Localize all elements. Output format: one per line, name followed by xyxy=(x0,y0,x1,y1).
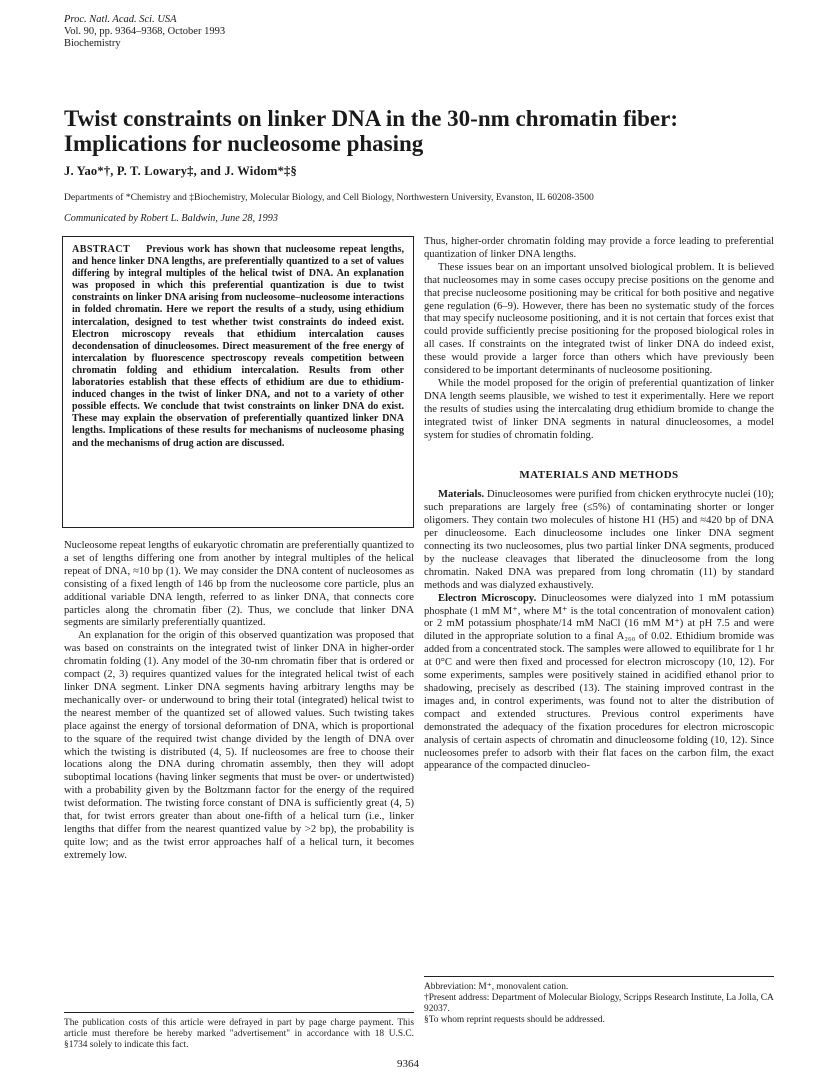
footnotes-right xyxy=(424,976,774,1026)
body-paragraph: Thus, higher-order chromatin folding may provide a force leading to preferential quantization of linker DNA lengths. xyxy=(424,236,774,260)
abstract-label: ABSTRACT xyxy=(72,244,131,255)
communicated-by: Communicated by Robert L. Baldwin, June 28, 1993 xyxy=(64,213,278,224)
journal-volume: Vol. 90, pp. 9364–9368, October 1993 xyxy=(64,26,226,37)
em-label: Electron Microscopy. xyxy=(438,592,537,604)
journal-header xyxy=(64,14,225,50)
body-paragraph: While the model proposed for the origin of preferential quantization of linker DNA length seems plausible, we wished to test it experimentally. Here we report the results of studies using the intercalating drug ethidium bromide to change the integrated twist of linker DNA segments in natural dinucleosomes, a model system for studies of chromatin folding. xyxy=(424,377,774,441)
materials-label: Materials. xyxy=(438,489,485,501)
body-paragraph: An explanation for the origin of this observed quantization was proposed that was based on constraints on the integrated twist of linker DNA in higher-order chromatin folding (1). Any model of the 30-nm chromatin fiber that is ordered or compact (2, 3) requires quantized values for the integrated helical twist of each linker DNA segment. Linker DNA segments having arbitrary lengths may be mechanically over- or underwound to bring their total (integrated) helical twist to the nearest member of the quantized set of allowed values. Such twisting takes place against the energy of torsional deformation of DNA, which is proportional to the square of the required twist change divided by the length of DNA over which the twisting is distributed (4, 5). If nucleosomes are free to choose their locations along the DNA during chromatin assembly, then they will adopt suboptimal locations (having linker segments that must be over- or undertwisted) with a probability given by the Boltzmann factor for the energy of the required twist deformation. The twisting force constant of DNA is sufficiently great (4, 5) that, for twist errors greater than about one-fifth of a helical turn (i.e., linker lengths that differ from the nearest quantized value by >2 bp), the probability is quite low; and as the twist error approaches half of a helical turn, it becomes extremely low. xyxy=(64,630,414,861)
footnote-abbreviation: Abbreviation: M⁺, monovalent cation. xyxy=(424,982,569,992)
footnote-reprints: §To whom reprint requests should be addressed. xyxy=(424,1015,605,1025)
article-affiliation: Departments of *Chemistry and ‡Biochemistry, Molecular Biology, and Cell Biology, Northwestern University, Evanston, IL 60208-3500 xyxy=(64,192,594,203)
article-authors: J. Yao*†, P. T. Lowary‡, and J. Widom*‡§ xyxy=(64,164,297,178)
page-number: 9364 xyxy=(397,1058,419,1070)
footnote-present-address: †Present address: Department of Molecular Biology, Scripps Research Institute, La Jolla, CA 92037. xyxy=(424,993,774,1014)
materials-text: Dinucleosomes were purified from chicken erythrocyte nuclei (10); such preparations are largely free (≤5%) of contaminating shorter or longer oligomers. They contain two molecules of histone H1 (H5) and ≈420 bp of DNA per dinucleosome. Each dinucleosome includes one linker DNA segment connecting its two nucleosomes, plus two partial linker DNA segments, produced by the nuclease cleavages that liberated the dinucleosome from the long chromatin. Naked DNA was prepared from long chromatin (11) by standard methods and was dialyzed exhaustively. xyxy=(424,489,774,591)
materials-paragraph xyxy=(424,489,774,592)
journal-name: Proc. Natl. Acad. Sci. USA xyxy=(64,14,177,25)
article-title: Twist constraints on linker DNA in the 30-nm chromatin fiber: Implications for nucleosome phasing xyxy=(64,106,678,156)
footnote-publication-costs: The publication costs of this article were defrayed in part by page charge payment. This article must therefore be hereby marked "advertisement" in accordance with 18 U.S.C. §1734 solely to indicate this fact. xyxy=(64,1012,414,1051)
em-paragraph xyxy=(424,593,774,774)
left-column xyxy=(64,540,414,863)
journal-section: Biochemistry xyxy=(64,38,121,49)
em-text: Dinucleosomes were dialyzed into 1 mM potassium phosphate (1 mM M⁺, where M⁺ is the total concentration of monovalent cation) or 2 mM potassium phosphate/14 mM NaCl (16 mM M⁺) at pH 7.5 and were diluted in the appropriate solution to a final A₂₆₀ of 0.02. Ethidium bromide was added from a concentrated stock. The samples were allowed to equilibrate for 1 hr at 0°C and were then fixed and processed for electron microscopy (10, 12). For some experiments, samples were positively stained in acidified ethanol prior to shadowing, precisely as described (13). The staining improved contrast in the images and, in control experiments, was found not to alter the distribution of compact and extended structures. Previous control experiments have demonstrated the adequacy of the fixation procedures for electron microscopic analysis of certain aspects of chromatin and dinucleosome folding (10, 12). Since nucleosomes prefer to adsorb with their flat faces on the carbon film, the exact appearance of the compacted dinucleo- xyxy=(424,592,774,772)
right-column xyxy=(424,236,774,773)
body-paragraph: Nucleosome repeat lengths of eukaryotic chromatin are preferentially quantized to a set of lengths differing one from another by integral multiples of the helical repeat of DNA, ≈10 bp (1). We may consider the DNA content of nucleosomes as consisting of a fixed length of 146 bp from the nucleosome core particle, plus an additional variable DNA length, referred to as linker DNA, that connects core particles along the chromatin fiber (2). Thus, we conclude that linker DNA segments are similarly preferentially quantized. xyxy=(64,540,414,629)
abstract-text: Previous work has shown that nucleosome repeat lengths, and hence linker DNA lengths, are preferentially quantized to a set of values differing by integral multiples of the helical twist of DNA. An explanation was proposed in which this preferential quantization is due to twist constraints on linker DNA arising from nucleosome–nucleosome interactions in folded chromatin. Here we report the results of a study, using ethidium intercalation, designed to test whether twist constraints do indeed exist. Electron microscopy reveals that ethidium intercalation causes decondensation of dinucleosomes. Direct measurement of the free energy of intercalation by fluorescence spectroscopy reveals competition between chromatin folding and ethidium intercalation. Results from other laboratories establish that these effects of ethidium are due to ethidium-induced changes in the twist of linker DNA, and not to a variety of other possible effects. We conclude that twist constraints on linker DNA do exist. These may explain the observation of preferentially quantized linker DNA lengths. Implications of these results for mechanisms of nucleosome phasing and the mechanisms of drug action are discussed. xyxy=(72,244,404,449)
abstract xyxy=(72,244,404,450)
abstract-box xyxy=(62,236,414,528)
section-heading: MATERIALS AND METHODS xyxy=(519,468,679,481)
body-paragraph: These issues bear on an important unsolved biological problem. It is believed that nucleosomes may in some cases occupy precise positions on the genome and that precise nucleosome positioning may be critical for both positive and negative gene regulation (6–9). However, there has been no systematic study of the forces that may specify nucleosome positioning, and it is not certain that forces exist that could provide sufficiently precise positioning for the proposed biological roles in all cases. If constraints on the integrated twist of linker DNA do indeed exist, these would provide a larger force than others which have previously been considered to be important determinants of nucleosome positioning. xyxy=(424,261,774,377)
